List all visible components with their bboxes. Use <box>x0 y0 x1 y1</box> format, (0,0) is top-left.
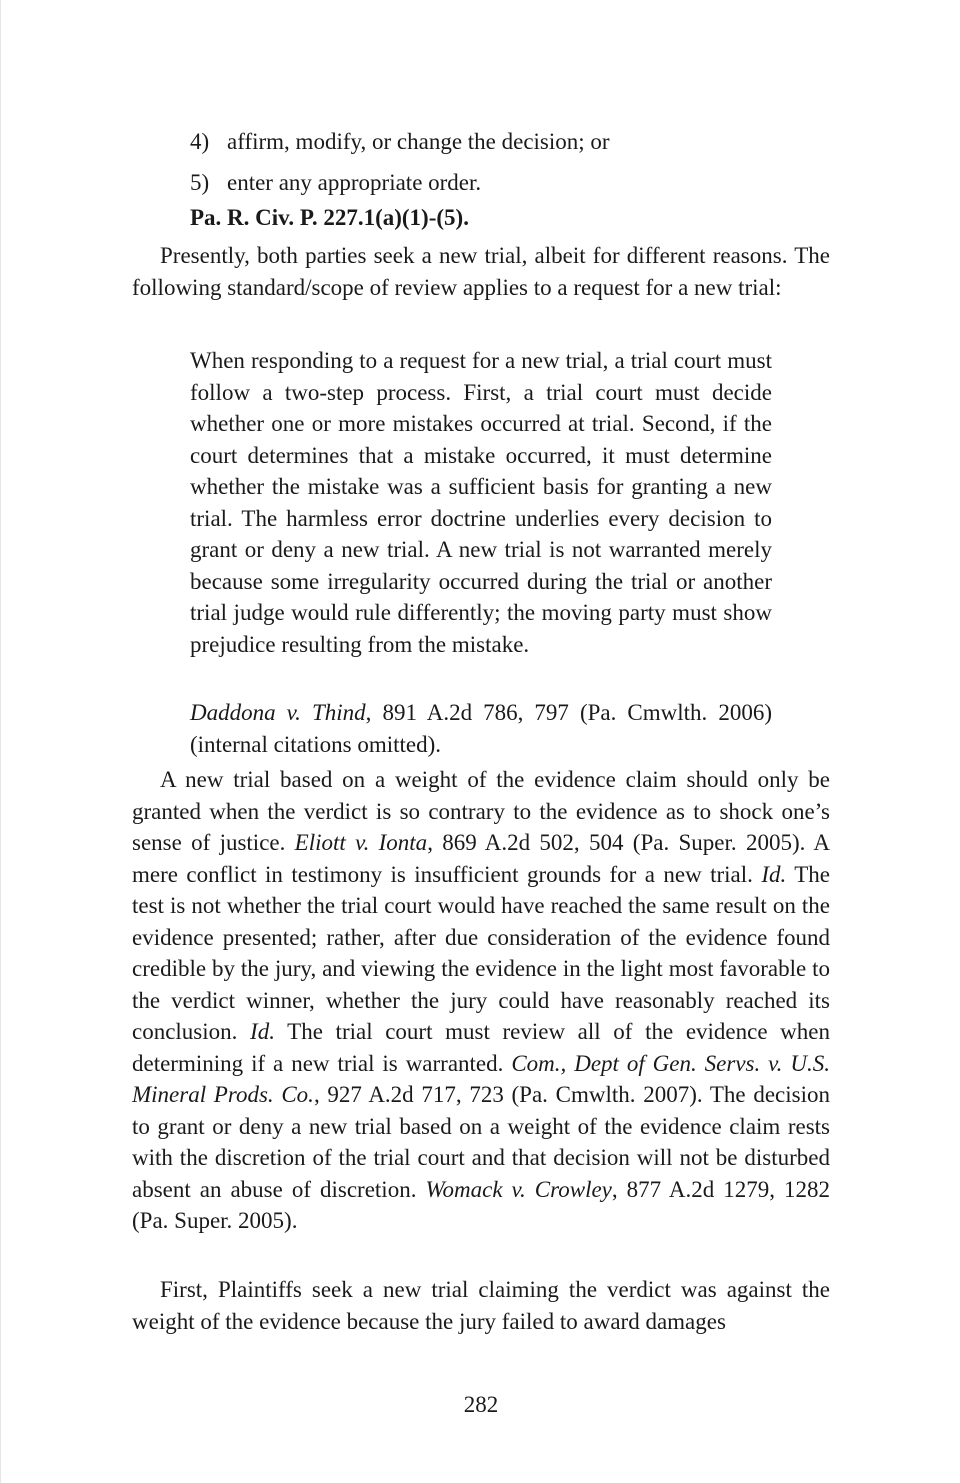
case-name: Daddona v. Thind <box>190 700 366 725</box>
sentence: The test is not whether the trial court would have reached the same result on the evidence presented; rather, after due consideration of the evidence found credible by the jury, and viewing the evidence in the light most favorable to the verdict winner, whether the jury could have reasonably reached its conclusion. <box>132 861 830 1044</box>
list-item-number: 5) <box>190 169 210 195</box>
sentence: , 877 A.2d 1279, 1282 (Pa. Super. 2005). <box>132 1176 830 1233</box>
block-quote-citation <box>190 697 772 760</box>
list-item-text: enter any appropriate order. <box>227 169 482 195</box>
paragraph-plaintiffs <box>132 1274 830 1337</box>
paragraph-standard <box>132 764 830 1237</box>
rule-list <box>190 126 790 207</box>
citation-text: , 891 A.2d 786, 797 (Pa. Cmwlth. 2006) (internal citations omitted). <box>190 700 772 757</box>
id-citation: Id. <box>250 1019 275 1044</box>
paragraph-plaintiffs-text: First, Plaintiffs seek a new trial claiming the verdict was against the weight of the evidence because the jury failed to award damages <box>132 1277 830 1334</box>
case-name: Womack v. Crowley <box>425 1176 612 1202</box>
paragraph-intro-text: Presently, both parties seek a new trial, albeit for different reasons. The following standard/scope of review applies to a request for a new trial: <box>132 243 830 300</box>
paragraph-standard-text <box>132 764 830 1237</box>
case-name: Eliott v. Ionta <box>294 830 428 855</box>
list-item-number: 4) <box>190 129 210 154</box>
block-quote <box>190 345 772 660</box>
paragraph-intro <box>132 240 830 303</box>
sentence: A new trial based on a weight of the evidence claim should only be granted when the verdict is so contrary to the evidence as to shock one’s sense of justice. <box>132 767 830 855</box>
sentence: , 927 A.2d 717, 723 (Pa. Cmwlth. 2007). The decision to grant or deny a new trial based on a weight of the evidence claim rests with the discretion of the trial court and that decision will not be disturbed absent an abuse of discretion. <box>132 1082 830 1202</box>
block-quote-text: When responding to a request for a new trial, a trial court must follow a two-step process. First, a trial court must decide whether one or more mistakes occurred at trial. Second, if the court determines that a mistake occurred, it must determine whether the mistake was a sufficient basis for granting a new trial. The harmless error doctrine underlies every decision to grant or deny a new trial. A new trial is not warranted merely because some irregularity occurred during the trial or another trial judge would rule differently; the moving party must show prejudice resulting from the mistake. <box>190 348 772 657</box>
sentence: , 869 A.2d 502, 504 (Pa. Super. 2005). A mere conflict in testimony is insufficient grounds for a new trial. <box>132 830 830 887</box>
case-name: Com., Dept of Gen. Servs. v. U.S. Mineral Prods. Co. <box>132 1050 830 1107</box>
list-item <box>190 167 790 199</box>
list-item-text: affirm, modify, or change the decision; or <box>227 129 610 154</box>
page-number: 282 <box>463 1392 499 1417</box>
list-item <box>190 126 790 158</box>
id-citation: Id. <box>761 861 787 887</box>
rule-citation: Pa. R. Civ. P. 227.1(a)(1)-(5). <box>190 205 469 230</box>
sentence: The trial court must review all of the evidence when determining if a new trial is warranted. <box>132 1019 830 1076</box>
